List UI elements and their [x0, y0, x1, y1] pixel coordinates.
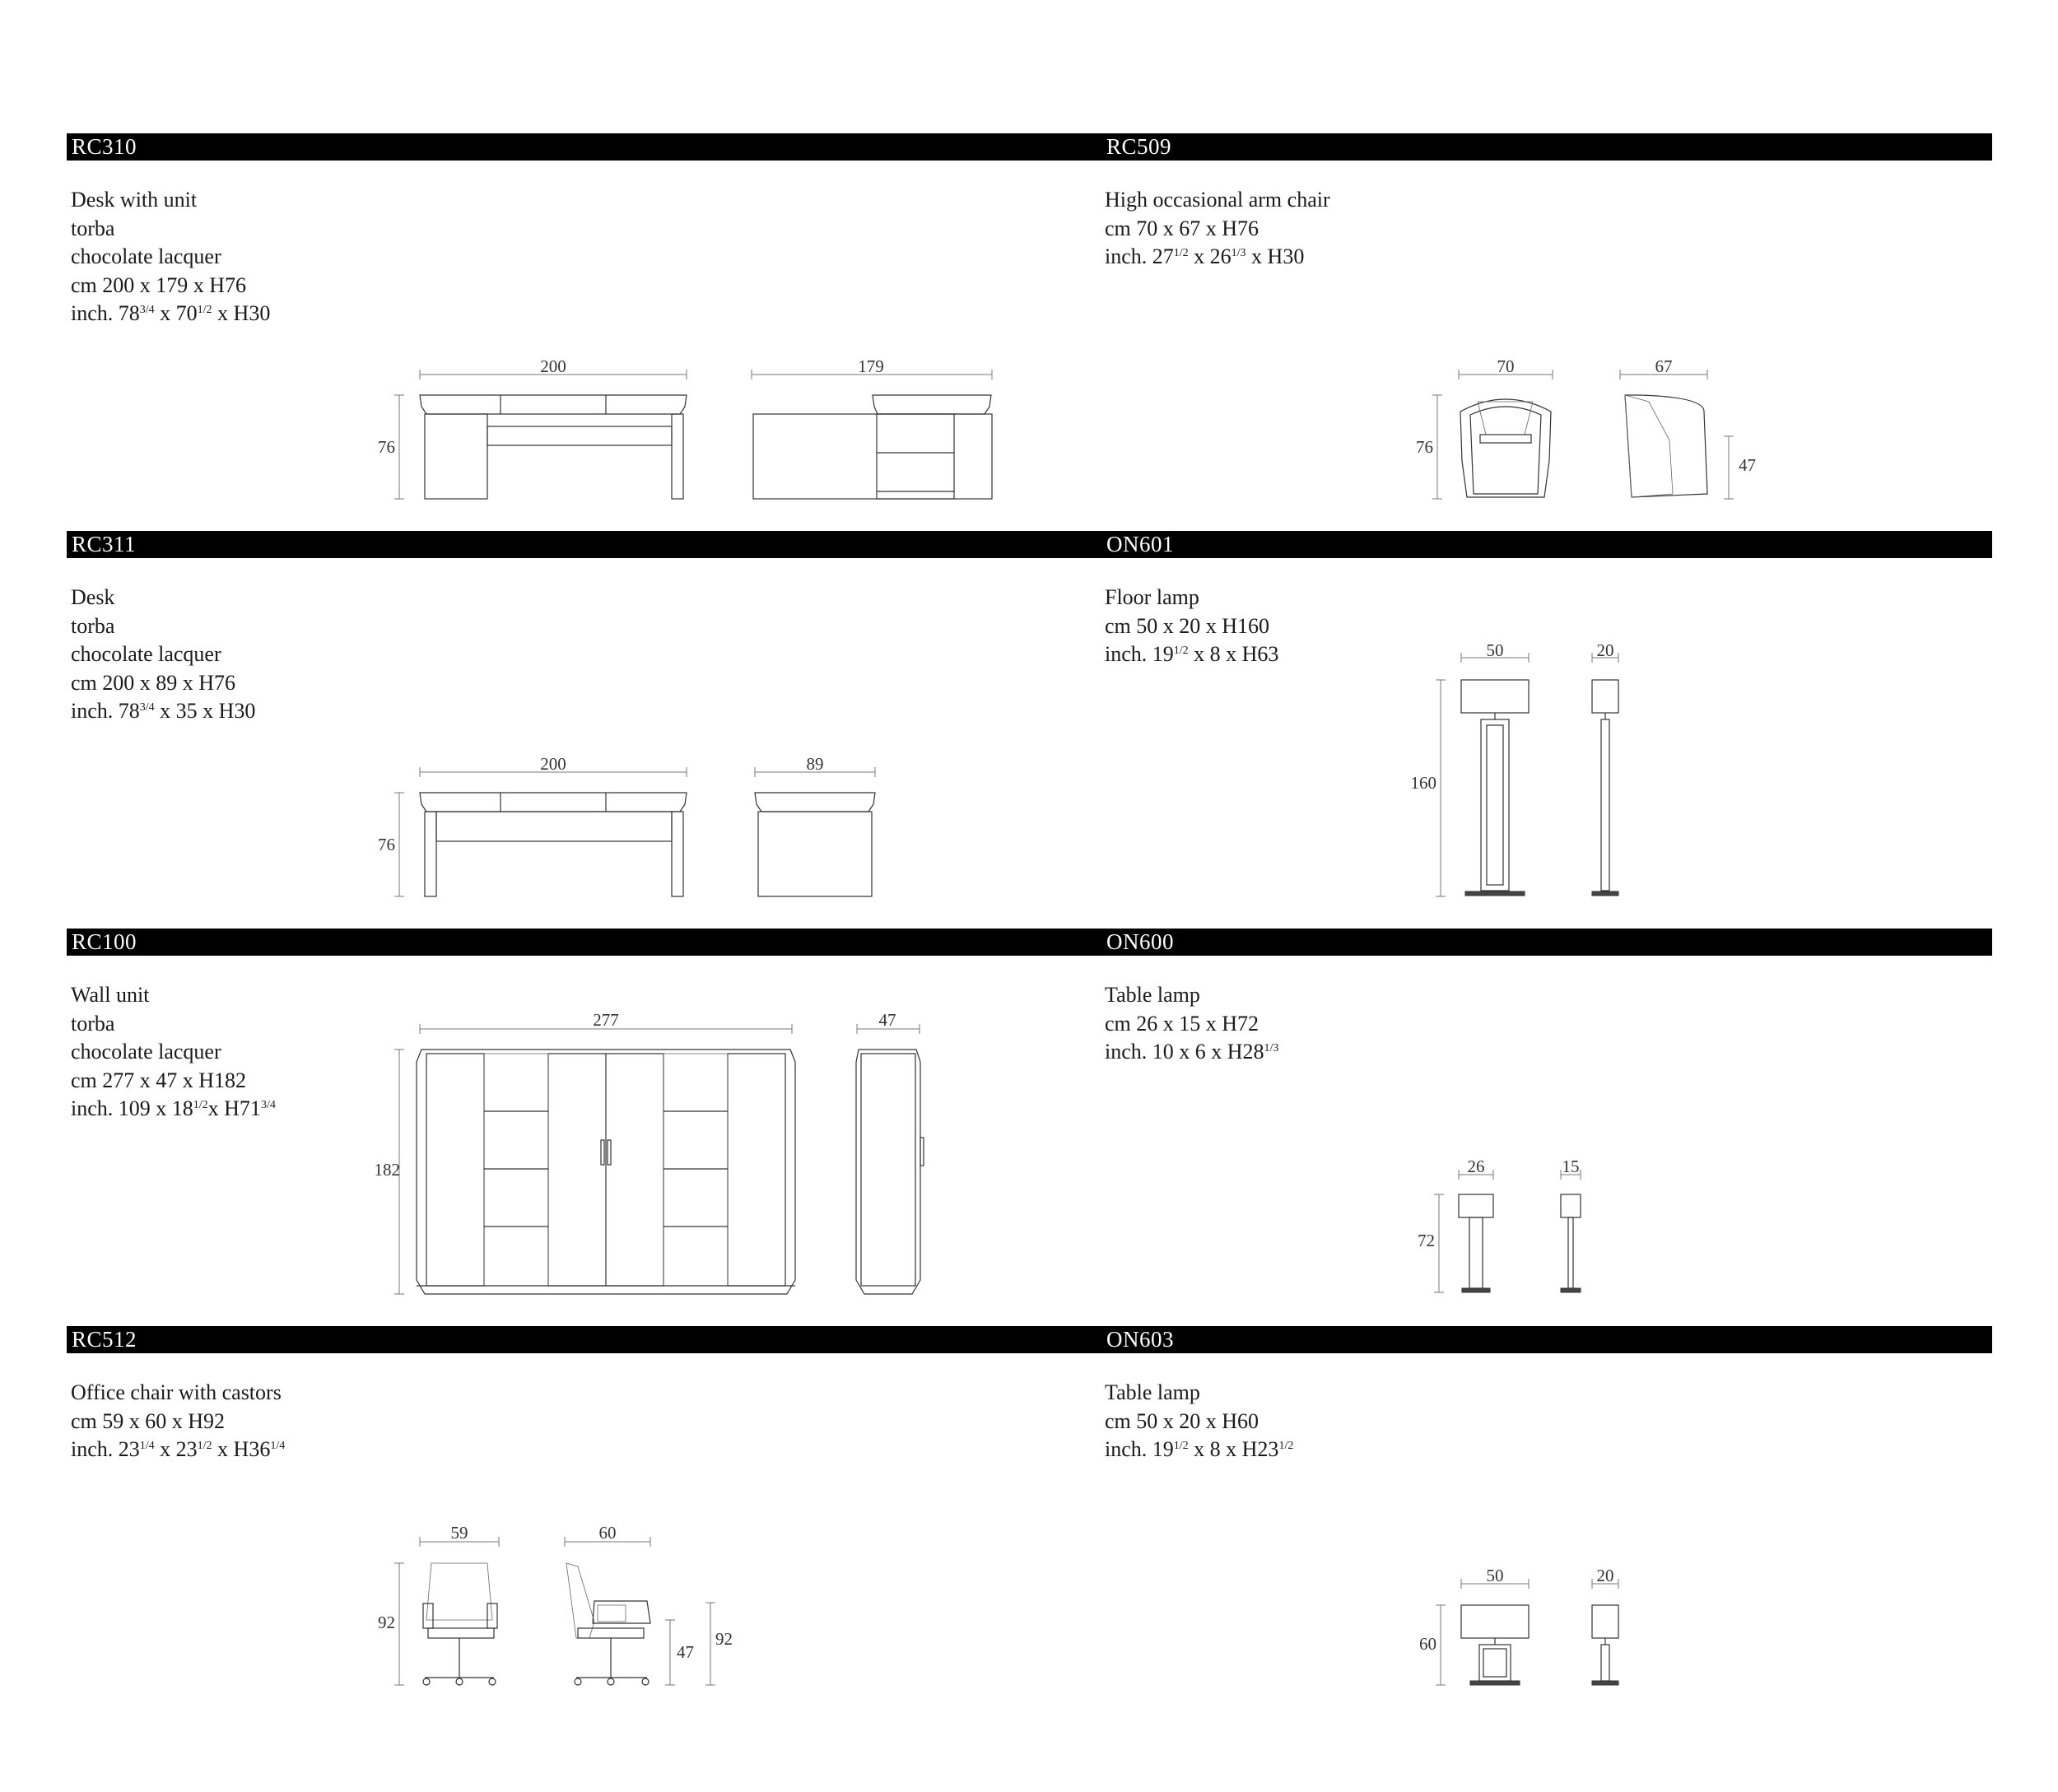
text-segment: x 35 x H30 — [154, 699, 256, 723]
fraction-superscript: 1/2 — [1173, 1440, 1189, 1452]
text-segment: inch. 78 — [71, 301, 140, 325]
text-segment: Desk — [71, 585, 115, 609]
dimension-height: 76 — [378, 835, 395, 854]
dimension-depth: 89 — [806, 754, 824, 774]
text-segment: Desk with unit — [71, 188, 198, 212]
dimension-width: 59 — [450, 1523, 468, 1543]
product-code: RC310 — [72, 134, 137, 159]
text-segment: cm 50 x 20 x H160 — [1105, 613, 1270, 638]
dimension-height: 160 — [1410, 773, 1436, 793]
drawing-on603-side — [1592, 1566, 1618, 1685]
text-segment: inch. 19 — [1105, 1437, 1174, 1461]
drawing-rc512-front — [378, 1523, 499, 1685]
dimension-width: 26 — [1467, 1157, 1485, 1176]
text-segment: Table lamp — [1105, 1380, 1200, 1404]
text-segment: torba — [71, 1011, 115, 1036]
text-segment: x H71 — [207, 1096, 261, 1120]
text-segment: Floor lamp — [1105, 585, 1199, 609]
dimension-depth: 67 — [1655, 356, 1673, 376]
text-segment: cm 59 x 60 x H92 — [71, 1408, 226, 1433]
product-code: RC100 — [72, 929, 137, 954]
dimension-depth: 47 — [878, 1010, 896, 1030]
text-segment: inch. 78 — [71, 699, 140, 723]
dimension-height: 76 — [378, 437, 395, 457]
dimension-height: 60 — [1419, 1634, 1436, 1654]
dimension-width: 50 — [1486, 1566, 1504, 1585]
fraction-superscript: 1/3 — [1231, 247, 1246, 259]
drawing-rc311-side — [755, 754, 875, 896]
text-segment: x 23 — [154, 1437, 198, 1461]
product-code: RC509 — [1106, 134, 1172, 159]
dimension-width: 50 — [1486, 640, 1504, 660]
text-segment: cm 200 x 89 x H76 — [71, 670, 236, 695]
product-code: ON600 — [1106, 929, 1174, 954]
text-segment: torba — [71, 216, 115, 240]
text-segment: cm 200 x 179 x H76 — [71, 272, 247, 297]
drawing-rc512-side — [565, 1523, 733, 1685]
fraction-superscript: 1/3 — [1264, 1042, 1279, 1054]
text-segment: cm 26 x 15 x H72 — [1105, 1011, 1259, 1036]
fraction-superscript: 1/4 — [139, 1440, 155, 1452]
fraction-superscript: 3/4 — [139, 304, 155, 316]
fraction-superscript: 1/4 — [270, 1440, 286, 1452]
product-code: RC311 — [72, 532, 137, 556]
text-segment: chocolate lacquer — [71, 244, 221, 268]
text-segment: Office chair with castors — [71, 1380, 282, 1404]
text-segment: cm 277 x 47 x H182 — [71, 1068, 247, 1092]
text-segment: x H30 — [212, 301, 271, 325]
text-segment: x 70 — [154, 301, 198, 325]
text-segment: chocolate lacquer — [71, 642, 221, 666]
text-segment: inch. 10 x 6 x H28 — [1105, 1040, 1264, 1064]
drawing-rc311-front — [378, 754, 687, 896]
text-segment: chocolate lacquer — [71, 1040, 221, 1064]
dimension-height: 72 — [1418, 1231, 1435, 1250]
dimension-height: 182 — [374, 1160, 400, 1180]
drawing-on601-front — [1411, 640, 1530, 896]
dimension-height: 76 — [1416, 437, 1433, 457]
dimension-width: 277 — [593, 1010, 619, 1030]
fraction-superscript: 1/2 — [193, 1099, 208, 1111]
dimension-depth: 60 — [598, 1523, 617, 1543]
fraction-superscript: 1/2 — [1278, 1440, 1294, 1452]
product-code: ON601 — [1106, 532, 1174, 556]
dimension-width: 200 — [540, 356, 566, 376]
drawing-rc100-front — [375, 1010, 796, 1294]
dimension-depth: 20 — [1596, 640, 1614, 660]
product-code: ON603 — [1106, 1327, 1174, 1352]
product-code: RC512 — [72, 1327, 137, 1352]
text-segment: High occasional arm chair — [1105, 188, 1330, 212]
dimension-depth: 20 — [1596, 1566, 1614, 1585]
dimension-height: 92 — [378, 1613, 395, 1632]
text-segment: x H30 — [1246, 244, 1305, 268]
text-segment: Wall unit — [71, 983, 150, 1007]
drawing-on600-front — [1418, 1157, 1493, 1292]
text-segment: x 8 x H23 — [1188, 1437, 1279, 1461]
fraction-superscript: 3/4 — [260, 1099, 276, 1111]
text-segment: inch. 27 — [1105, 244, 1174, 268]
fraction-superscript: 1/2 — [1173, 247, 1189, 259]
drawing-rc310-front — [378, 356, 687, 499]
dimension-total-height: 92 — [715, 1629, 733, 1649]
dimension-depth: 179 — [858, 356, 884, 376]
drawing-rc100-side — [856, 1010, 924, 1294]
text-segment: inch. 19 — [1105, 642, 1174, 666]
text-segment: x 8 x H63 — [1188, 642, 1279, 666]
fraction-superscript: 3/4 — [139, 701, 155, 714]
fraction-superscript: 1/2 — [1173, 645, 1189, 657]
text-segment: inch. 109 x 18 — [71, 1096, 193, 1120]
dimension-depth: 15 — [1562, 1157, 1580, 1176]
fraction-superscript: 1/2 — [197, 304, 212, 316]
text-segment: cm 70 x 67 x H76 — [1105, 216, 1259, 240]
text-segment: Table lamp — [1105, 983, 1200, 1007]
drawing-rc310-side — [752, 356, 992, 499]
dimension-width: 200 — [540, 754, 566, 774]
fraction-superscript: 1/2 — [197, 1440, 212, 1452]
text-segment: cm 50 x 20 x H60 — [1105, 1408, 1259, 1433]
drawing-rc509-front — [1416, 356, 1553, 499]
drawing-on601-side — [1592, 640, 1618, 896]
drawing-on600-side — [1561, 1157, 1581, 1292]
text-segment: x H36 — [212, 1437, 271, 1461]
text-segment: torba — [71, 613, 115, 638]
dimension-seat-height: 47 — [1739, 455, 1756, 475]
text-segment: inch. 23 — [71, 1437, 140, 1461]
drawing-rc509-side — [1620, 356, 1756, 499]
dimension-width: 70 — [1497, 356, 1515, 376]
drawing-on603-front — [1419, 1566, 1529, 1685]
dimension-seat-height: 47 — [677, 1642, 694, 1662]
text-segment: x 26 — [1188, 244, 1232, 268]
